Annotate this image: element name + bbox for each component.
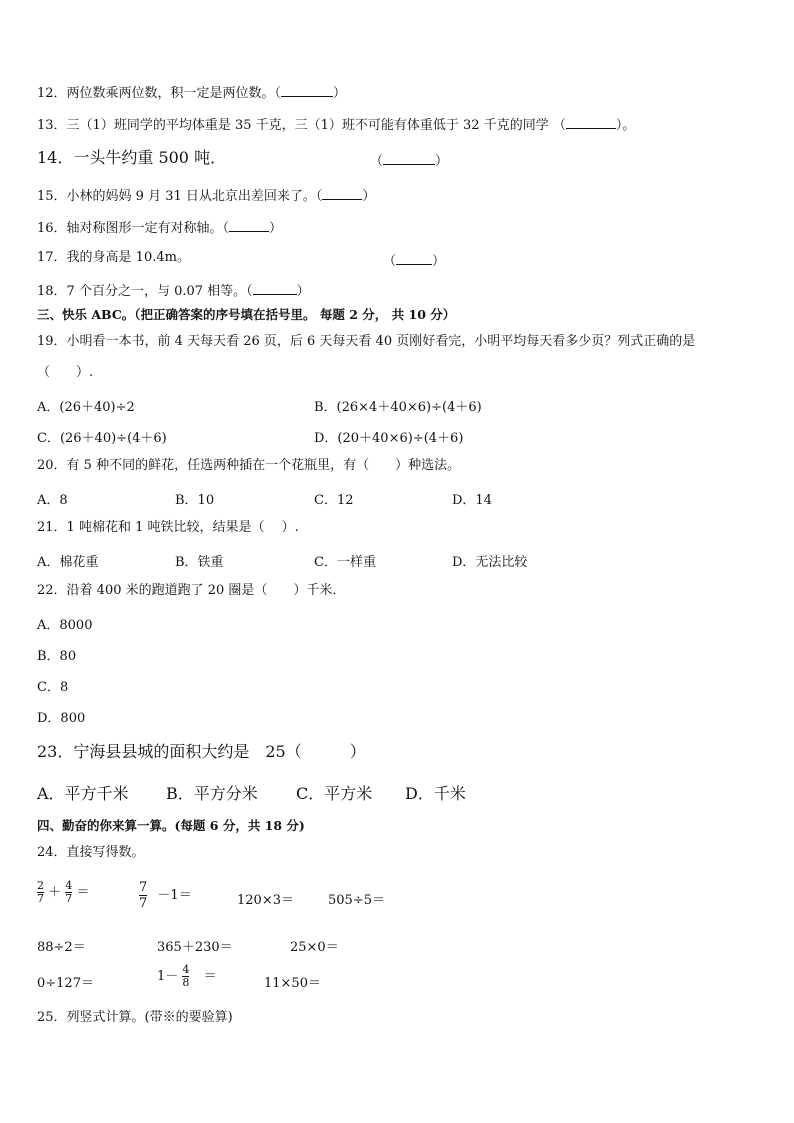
paren-close: ） (435, 154, 449, 169)
question-19-stem: 19．小明看一本书，前 4 天每天看 26 页，后 6 天每天看 40 页刚好看完，小明平均每天看多少页？列式正确的是 (37, 334, 696, 349)
question-13 (37, 116, 635, 134)
answer-blank[interactable] (322, 187, 362, 200)
answer-blank[interactable] (253, 282, 297, 295)
paren-close: ）。 (615, 118, 636, 133)
calc-fraction-sum (37, 880, 89, 905)
fraction (37, 880, 44, 905)
question-19-stem-cont: （ ）. (37, 365, 94, 380)
question-text: 13．三（1）班同学的平均体重是 35 千克，三（1）班不可能有体重低于 32 千克的同学 （ (37, 118, 566, 133)
calc-item: 88÷2＝ (37, 940, 86, 955)
option-c[interactable]: C．平方米 (296, 784, 373, 803)
equals-sign: ＝ (76, 885, 90, 900)
question-21-stem: 21．1 吨棉花和 1 吨铁比较，结果是（ ）. (37, 520, 299, 535)
option-c[interactable]: C．(26＋40)÷(4＋6) (37, 431, 167, 446)
question-text: 17．我的身高是 10.4m。 (37, 250, 190, 265)
question-text: 14．一头牛约重 500 吨． (37, 148, 227, 167)
answer-blank[interactable] (396, 252, 432, 265)
calc-item: 365＋230＝ (157, 940, 233, 955)
paren-close: ） (296, 284, 310, 299)
option-a[interactable]: A．8 (37, 493, 68, 508)
calc-item: 505÷5＝ (328, 893, 385, 908)
fraction (182, 964, 189, 989)
calc-fraction-minus (139, 880, 192, 911)
option-c[interactable]: C．一样重 (314, 555, 376, 570)
paren-close: ） (432, 254, 446, 269)
denominator: 7 (37, 892, 44, 905)
section-4-title: 四、勤奋的你来算一算。(每题 6 分，共 18 分) (37, 818, 305, 833)
option-c[interactable]: C．12 (314, 493, 354, 508)
option-a[interactable]: A．棉花重 (37, 555, 99, 570)
denominator: 7 (65, 892, 73, 905)
question-14-answer (370, 150, 448, 169)
numerator: 7 (139, 880, 148, 895)
option-b[interactable]: B．平方分米 (166, 784, 258, 803)
answer-blank[interactable] (229, 219, 269, 232)
paren-close: ） (333, 86, 347, 101)
answer-blank[interactable] (383, 152, 435, 165)
option-d[interactable]: D．千米 (405, 784, 466, 803)
denominator: 7 (139, 896, 148, 911)
option-c[interactable]: C．8 (37, 680, 69, 695)
equals-sign: ＝ (203, 969, 217, 984)
section-3-title: 三、快乐 ABC。（把正确答案的序号填在括号里。 每题 2 分， 共 10 分） (37, 307, 456, 322)
question-17 (37, 250, 190, 266)
option-b[interactable]: B．10 (175, 493, 215, 508)
calc-item: 0÷127＝ (37, 976, 94, 991)
calc-item: 120×3＝ (237, 893, 294, 908)
paren-open: （ (383, 254, 397, 269)
option-a[interactable]: A．(26＋40)÷2 (37, 400, 135, 415)
calc-fraction-subtract (157, 964, 217, 989)
paren-close: ） (269, 221, 283, 236)
fraction (139, 880, 147, 911)
denominator: 8 (182, 976, 190, 989)
fraction (65, 880, 72, 905)
option-d[interactable]: D．800 (37, 711, 86, 726)
option-a[interactable]: A．8000 (37, 618, 93, 633)
question-16 (37, 219, 282, 237)
option-b[interactable]: B．(26×4＋40×6)÷(4＋6) (314, 400, 482, 415)
question-18 (37, 282, 310, 300)
question-22-stem: 22．沿着 400 米的跑道跑了 20 圈是（ ）千米． (37, 583, 346, 598)
question-17-answer (383, 250, 445, 269)
answer-blank[interactable] (281, 84, 333, 97)
option-d[interactable]: D．14 (452, 493, 492, 508)
option-d[interactable]: D．无法比较 (452, 555, 528, 570)
option-b[interactable]: B．80 (37, 649, 77, 664)
paren-open: （ (370, 154, 384, 169)
question-text: 15．小林的妈妈 9 月 31 日从北京出差回来了。（ (37, 189, 323, 204)
numerator: 4 (182, 963, 190, 976)
question-text: 18．7 个百分之一，与 0.07 相等。（ (37, 284, 253, 299)
calc-item: 11×50＝ (264, 976, 321, 991)
question-20-stem: 20．有 5 种不同的鲜花，任选两种插在一个花瓶里，有（ ）种选法。 (37, 458, 461, 473)
question-text: 16．轴对称图形一定有对称轴。（ (37, 221, 230, 236)
expression-lead: 1－ (157, 969, 179, 984)
question-23-stem: 23．宁海县县城的面积大约是 25（ ） (37, 742, 366, 761)
plus-sign: ＋ (48, 885, 62, 900)
question-12 (37, 84, 346, 102)
question-14 (37, 148, 226, 168)
paren-close: ） (362, 189, 376, 204)
numerator: 4 (65, 879, 73, 892)
question-24-stem: 24．直接写得数。 (37, 845, 145, 860)
option-b[interactable]: B．铁重 (175, 555, 224, 570)
answer-blank[interactable] (566, 116, 616, 129)
question-text: 12．两位数乘两位数，积一定是两位数。（ (37, 86, 282, 101)
expression-rest: －1＝ (157, 888, 192, 903)
question-25-stem: 25．列竖式计算。(带※的要验算) (37, 1010, 233, 1025)
numerator: 2 (37, 879, 44, 892)
calc-item: 25×0＝ (290, 940, 339, 955)
option-d[interactable]: D．(20＋40×6)÷(4＋6) (314, 431, 464, 446)
question-15 (37, 187, 375, 205)
option-a[interactable]: A．平方千米 (37, 784, 129, 803)
